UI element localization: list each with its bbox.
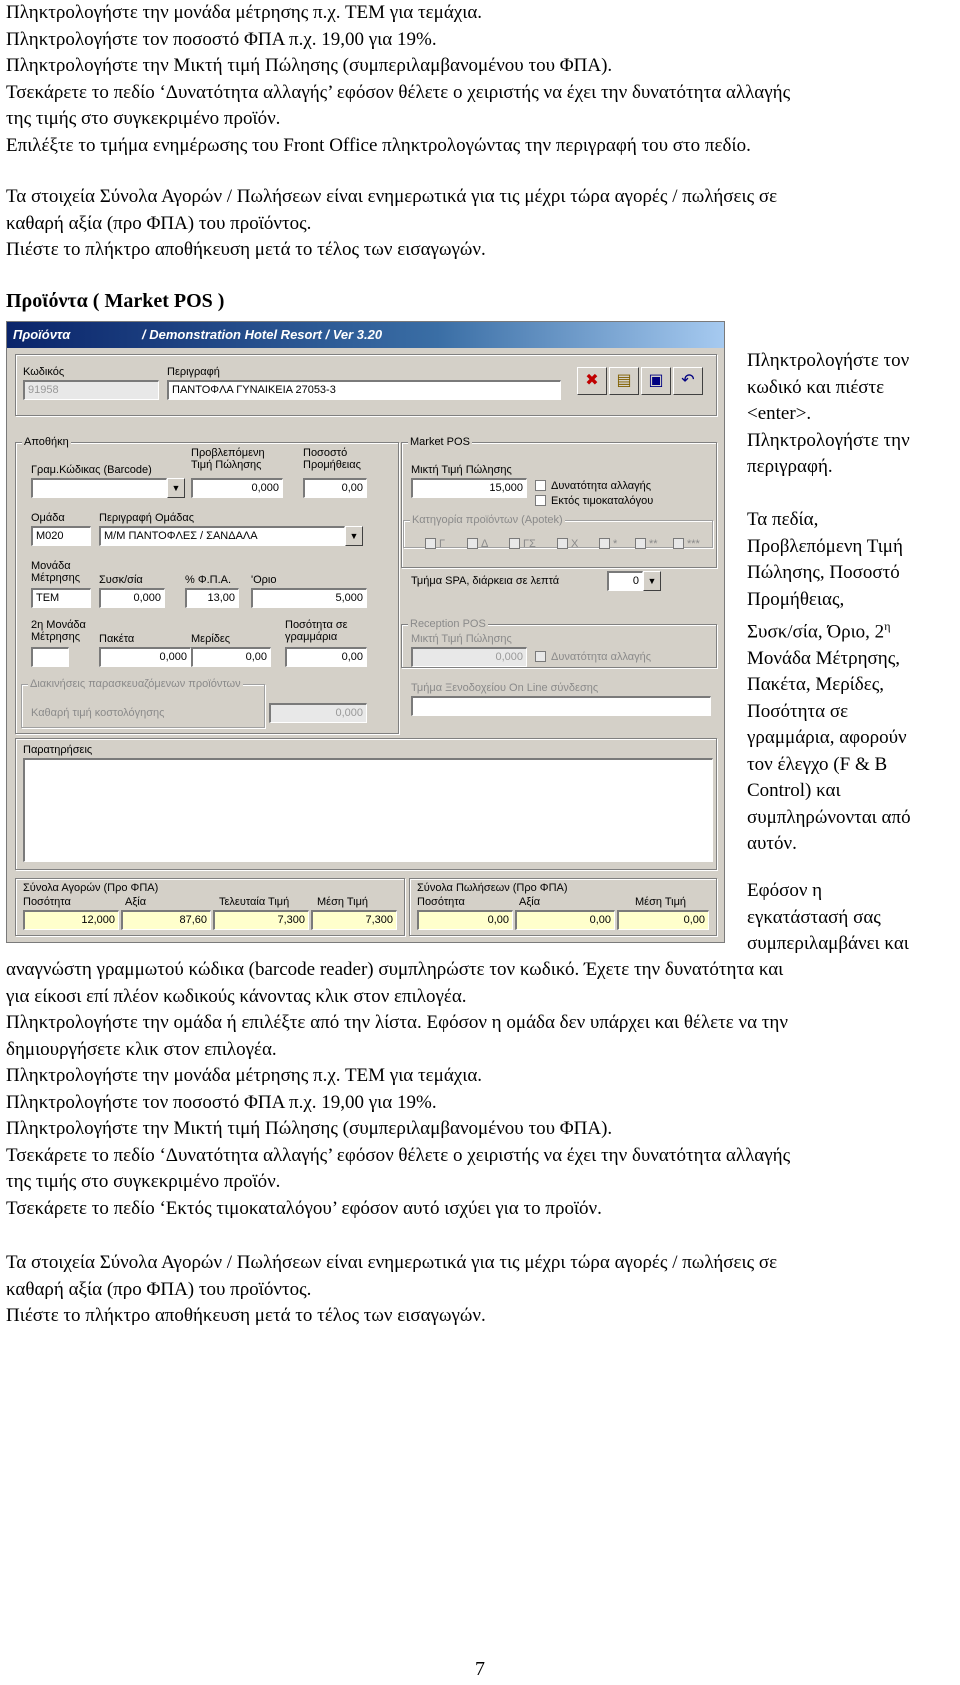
purchases-last-price-label: Τελευταία Τιμή bbox=[219, 896, 290, 908]
text-line: γραμμάρια, αφορούν bbox=[747, 727, 907, 749]
text-line: Πληκτρολογήστε την Μικτή τιμή Πώλησης (συμπεριλαμβανομένου του ΦΠΑ). bbox=[6, 1118, 613, 1139]
group-code-field[interactable]: Μ020 bbox=[31, 526, 91, 546]
window-subtitle: / Demonstration Hotel Resort / Ver 3.20 bbox=[142, 327, 383, 342]
market-gross-label: Μικτή Τιμή Πώλησης bbox=[411, 464, 512, 476]
grams-field[interactable]: 0,00 bbox=[285, 647, 367, 667]
category-checkbox[interactable] bbox=[599, 538, 610, 549]
text-line bbox=[747, 613, 957, 646]
category-checkbox[interactable] bbox=[557, 538, 568, 549]
text-line: Τα στοιχεία Σύνολα Αγορών / Πωλήσεων είναι ενημερωτικά για τις μέχρι τώρα αγορές / πωλήσεις σε bbox=[6, 186, 778, 207]
sales-avg-price-label: Μέση Τιμή bbox=[635, 896, 687, 908]
reception-can-change-checkbox[interactable] bbox=[535, 651, 546, 662]
net-cost-label: Καθαρή τιμή κοστολόγησης bbox=[31, 707, 165, 719]
market-title: Market POS bbox=[410, 436, 470, 448]
sales-avg-price-field[interactable]: 0,00 bbox=[617, 910, 709, 930]
category-label: ΓΣ bbox=[523, 538, 536, 550]
text-line: εγκατάστασή σας bbox=[747, 906, 881, 928]
save-icon[interactable]: ▣ bbox=[641, 367, 671, 395]
pack-field[interactable]: 0,000 bbox=[99, 588, 165, 608]
portions-field[interactable]: 0,00 bbox=[191, 647, 271, 667]
commission-label bbox=[303, 447, 361, 471]
bottom-instructions bbox=[6, 957, 954, 1222]
print-icon[interactable]: ▤ bbox=[609, 367, 639, 395]
market-gross-field[interactable]: 15,000 bbox=[411, 478, 527, 498]
undo-icon[interactable]: ↶ bbox=[673, 367, 703, 395]
spa-field[interactable]: 0 bbox=[607, 571, 643, 591]
label-line: Μέτρησης bbox=[31, 631, 80, 643]
label-line: Τιμή Πώλησης bbox=[191, 459, 262, 471]
sales-value-label: Αξία bbox=[519, 896, 541, 908]
desc-field[interactable]: ΠΑΝΤΟΦΛΑ ΓΥΝΑΙΚΕΙΑ 27053-3 bbox=[167, 380, 561, 400]
text-line: Τσεκάρετε το πεδίο ‘Δυνατότητα αλλαγής’ εφόσον θέλετε ο χειριστής να έχει την δυνατότητα αλλαγής bbox=[6, 1144, 791, 1166]
superscript: η bbox=[884, 619, 891, 633]
off-catalog-checkbox[interactable] bbox=[535, 495, 546, 506]
barcode-dropdown-icon[interactable]: ▼ bbox=[167, 478, 185, 498]
purchases-title: Σύνολα Αγορών (Προ ΦΠΑ) bbox=[23, 882, 159, 894]
text-line: Τα πεδία, bbox=[747, 509, 819, 530]
remarks-textarea[interactable] bbox=[23, 758, 713, 862]
text-line: Control) και bbox=[747, 780, 841, 802]
packets-label: Πακέτα bbox=[99, 633, 135, 645]
sales-qty-label: Ποσότητα bbox=[417, 896, 465, 908]
text-line: Προμήθειας, bbox=[747, 588, 845, 610]
label-line: Μονάδα bbox=[31, 560, 71, 572]
text-line: τον έλεγχο (F & B bbox=[747, 753, 888, 775]
purchases-avg-price-field[interactable]: 7,300 bbox=[311, 910, 397, 930]
reception-title: Reception POS bbox=[410, 618, 486, 630]
unit2-field[interactable] bbox=[31, 647, 69, 667]
label-line: γραμμάρια bbox=[285, 631, 338, 643]
text-line: για είκοσι επί πλέον κωδικούς κάνοντας κλικ στον επιλογέα. bbox=[6, 985, 467, 1007]
top-info bbox=[6, 184, 954, 264]
text-line: Τα στοιχεία Σύνολα Αγορών / Πωλήσεων είναι ενημερωτικά για τις μέχρι τώρα αγορές / πωλήσεις σε bbox=[6, 1252, 778, 1273]
commission-field[interactable]: 0,00 bbox=[303, 478, 367, 498]
net-cost-field[interactable]: 0,000 bbox=[269, 703, 367, 723]
spa-dropdown-icon[interactable]: ▼ bbox=[643, 571, 661, 591]
text-line: Τσεκάρετε το πεδίο ‘Εκτός τιμοκαταλόγου’ εφόσον αυτό ισχύει για το προϊόν. bbox=[6, 1197, 602, 1219]
side-note-code bbox=[747, 348, 957, 481]
purchases-qty-label: Ποσότητα bbox=[23, 896, 71, 908]
category-checkbox[interactable] bbox=[635, 538, 646, 549]
category-label: ** bbox=[649, 538, 658, 550]
sales-qty-field[interactable]: 0,00 bbox=[417, 910, 513, 930]
product-window bbox=[6, 321, 725, 943]
prepared-group bbox=[21, 678, 265, 728]
text-line: Εφόσον η bbox=[747, 880, 823, 901]
unit-field[interactable]: ΤΕΜ bbox=[31, 588, 91, 608]
text-line: της τιμής στο συγκεκριμένο προϊόν. bbox=[6, 1171, 281, 1192]
vat-field[interactable]: 13,00 bbox=[185, 588, 239, 608]
sales-value-field[interactable]: 0,00 bbox=[515, 910, 615, 930]
purchases-qty-field[interactable]: 12,000 bbox=[23, 910, 119, 930]
text-line: καθαρή αξία (προ ΦΠΑ) του προϊόντος. bbox=[6, 1278, 312, 1300]
side-note-fields bbox=[747, 507, 957, 858]
label-line: Προμήθειας bbox=[303, 459, 361, 471]
code-field[interactable]: 91958 bbox=[23, 380, 159, 400]
label-line: Προβλεπόμενη bbox=[191, 447, 265, 459]
text-line: Πληκτρολογήστε την bbox=[747, 429, 910, 451]
online-label: Τμήμα Ξενοδοχείου On Line σύνδεσης bbox=[411, 682, 599, 694]
label-line: Ποσοστό bbox=[303, 447, 348, 459]
portions-label: Μερίδες bbox=[191, 633, 231, 645]
text-line: Πιέστε το πλήκτρο αποθήκευση μετά το τέλος των εισαγωγών. bbox=[6, 239, 486, 260]
prepared-title: Διακινήσεις παρασκευαζόμενων προϊόντων bbox=[30, 678, 241, 690]
reception-can-change-label: Δυνατότητα αλλαγής bbox=[551, 651, 652, 663]
window-title: Προϊόντα bbox=[13, 327, 71, 342]
text-line: Πληκτρολογήστε τον ποσοστό ΦΠΑ π.χ. 19,00 για 19%. bbox=[6, 1091, 437, 1113]
category-label: Δ bbox=[481, 538, 489, 550]
text-line: κωδικό και πιέστε bbox=[747, 376, 885, 398]
purchases-last-price-field[interactable]: 7,300 bbox=[213, 910, 309, 930]
text-line: καθαρή αξία (προ ΦΠΑ) του προϊόντος. bbox=[6, 212, 312, 234]
vat-label: % Φ.Π.Α. bbox=[185, 574, 232, 586]
reception-gross-label: Μικτή Τιμή Πώλησης bbox=[411, 633, 512, 645]
page-number: 7 bbox=[475, 1658, 485, 1680]
expected-price-label bbox=[191, 447, 265, 471]
group-desc-label: Περιγραφή Ομάδας bbox=[99, 512, 195, 524]
barcode-label: Γραμ.Κώδικας (Barcode) bbox=[31, 464, 152, 476]
category-label: * bbox=[613, 538, 618, 550]
online-field[interactable] bbox=[411, 696, 711, 716]
text-line: Πιέστε το πλήκτρο αποθήκευση μετά το τέλος των εισαγωγών. bbox=[6, 1305, 486, 1326]
group-label: Ομάδα bbox=[31, 512, 65, 524]
label-line: 2η Μονάδα bbox=[31, 619, 86, 631]
expected-price-field[interactable]: 0,000 bbox=[191, 478, 283, 498]
unit2-label bbox=[31, 619, 86, 643]
label-line: Μέτρησης bbox=[31, 572, 80, 584]
delete-icon[interactable]: ✖ bbox=[577, 367, 607, 395]
purchases-value-label: Αξία bbox=[125, 896, 147, 908]
off-catalog-label: Εκτός τιμοκαταλόγου bbox=[551, 495, 654, 507]
text-line: Πληκτρολογήστε την μονάδα μέτρησης π.χ. ΤΕΜ για τεμάχια. bbox=[6, 1065, 483, 1086]
text-line: Προβλεπόμενη Τιμή bbox=[747, 535, 903, 557]
text-line: αναγνώστη γραμμωτού κώδικα (barcode reader) συμπληρώστε τον κωδικό. Έχετε την δυνατότητα και bbox=[6, 959, 784, 980]
text-line: δημιουργήσετε κλικ στον επιλογέα. bbox=[6, 1038, 277, 1060]
category-checkbox[interactable] bbox=[673, 538, 684, 549]
text-line: συμπεριλαμβάνει και bbox=[747, 933, 909, 954]
purchases-value-field[interactable]: 87,60 bbox=[121, 910, 211, 930]
text-line: Μονάδα Μέτρησης, bbox=[747, 647, 900, 669]
bottom-info bbox=[6, 1250, 954, 1330]
text-span: Συσκ/σία, Όριο, 2 bbox=[747, 621, 885, 643]
text-line: Πληκτρολογήστε τον ποσοστό ΦΠΑ π.χ. 19,00 για 19%. bbox=[6, 28, 437, 50]
category-label: Γ bbox=[439, 538, 446, 550]
packets-field[interactable]: 0,000 bbox=[99, 647, 191, 667]
side-note-barcode bbox=[747, 878, 957, 958]
text-line: Πληκτρολογήστε την ομάδα ή επιλέξτε από την λίστα. Εφόσον η ομάδα δεν υπάρχει και θέλετε να την bbox=[6, 1012, 788, 1033]
unit-label bbox=[31, 560, 80, 584]
desc-label: Περιγραφή bbox=[167, 366, 220, 378]
category-label: *** bbox=[687, 538, 700, 550]
spa-label: Τμήμα SPA, διάρκεια σε λεπτά bbox=[411, 575, 560, 587]
text-line: Ποσότητα σε bbox=[747, 700, 849, 722]
text-line: <enter>. bbox=[747, 403, 812, 424]
grams-label bbox=[285, 619, 348, 643]
can-change-label: Δυνατότητα αλλαγής bbox=[551, 480, 652, 492]
text-line: της τιμής στο συγκεκριμένο προϊόν. bbox=[6, 108, 281, 129]
label-line: Ποσότητα σε bbox=[285, 619, 348, 631]
reception-gross-field[interactable]: 0,000 bbox=[411, 647, 527, 667]
text-line: Πακέτα, Μερίδες, bbox=[747, 674, 884, 696]
storage-title: Αποθήκη bbox=[24, 436, 69, 448]
text-line: Πληκτρολογήστε την Μικτή τιμή Πώλησης (συμπεριλαμβανομένου του ΦΠΑ). bbox=[6, 55, 613, 76]
code-label: Κωδικός bbox=[23, 366, 65, 378]
text-line: συμπληρώνονται από bbox=[747, 806, 911, 828]
text-line: Επιλέξτε το τμήμα ενημέρωσης του Front Office πληκτρολογώντας την περιγραφή του στο πεδίο. bbox=[6, 134, 751, 156]
category-checkbox[interactable] bbox=[509, 538, 520, 549]
sales-title: Σύνολα Πωλήσεων (Προ ΦΠΑ) bbox=[417, 882, 568, 894]
can-change-checkbox[interactable] bbox=[535, 480, 546, 491]
limit-field[interactable]: 5,000 bbox=[251, 588, 367, 608]
text-line: Τσεκάρετε το πεδίο ‘Δυνατότητα αλλαγής’ εφόσον θέλετε ο χειριστής να έχει την δυνατότητα αλλαγής bbox=[6, 81, 791, 103]
group-dropdown-icon[interactable]: ▼ bbox=[345, 526, 363, 546]
top-instructions bbox=[6, 0, 954, 159]
text-line: Πληκτρολογήστε τον bbox=[747, 350, 910, 371]
title-bar bbox=[7, 322, 724, 348]
category-checkbox[interactable] bbox=[467, 538, 478, 549]
purchases-avg-price-label: Μέση Τιμή bbox=[317, 896, 369, 908]
text-line: Πληκτρολογήστε την μονάδα μέτρησης π.χ. ΤΕΜ για τεμάχια. bbox=[6, 2, 483, 23]
category-checkbox[interactable] bbox=[425, 538, 436, 549]
category-label: Χ bbox=[571, 538, 579, 550]
category-title: Κατηγορία προϊόντων (Apotek) bbox=[412, 514, 563, 526]
text-line: περιγραφή. bbox=[747, 456, 833, 477]
text-line: αυτόν. bbox=[747, 833, 797, 855]
limit-label: 'Οριο bbox=[251, 574, 277, 586]
text-line: Πώλησης, Ποσοστό bbox=[747, 562, 900, 583]
barcode-field[interactable] bbox=[31, 478, 167, 498]
section-heading: Προϊόντα ( Market POS ) bbox=[6, 290, 225, 312]
remarks-label: Παρατηρήσεις bbox=[23, 744, 93, 756]
group-desc-field[interactable]: Μ/Μ ΠΑΝΤΟΦΛΕΣ / ΣΑΝΔΑΛΑ bbox=[99, 526, 345, 546]
pack-label: Συσκ/σία bbox=[99, 574, 143, 586]
